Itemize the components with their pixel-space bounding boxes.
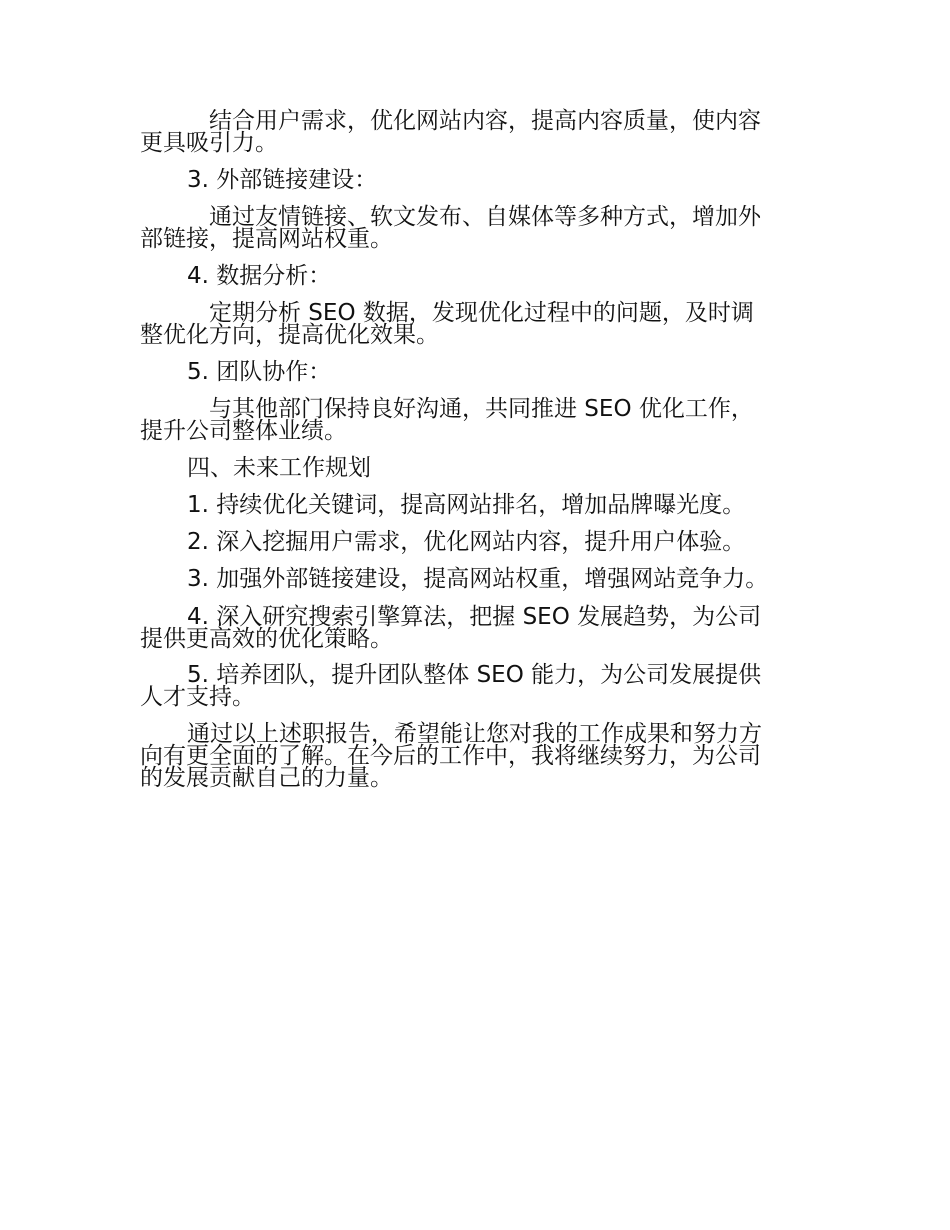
closing-line-3: 的发展贡献自己的力量。 (140, 765, 393, 791)
closing-line-2: 向有更全面的了解。在今后的工作中，我将继续努力，为公司 (140, 743, 761, 769)
plan-item-2: 2. 深入挖掘用户需求，优化网站内容，提升用户体验。 (187, 529, 746, 555)
item-5-heading: 5. 团队协作： (187, 359, 332, 385)
plan-item-1: 1. 持续优化关键词，提高网站排名，增加品牌曝光度。 (187, 492, 746, 518)
plan-item-3: 3. 加强外部链接建设，提高网站权重，增强网站竞争力。 (187, 566, 769, 592)
plan-item-4-line-1: 4. 深入研究搜索引擎算法，把握 SEO 发展趋势，为公司 (187, 604, 762, 630)
item-4-heading: 4. 数据分析： (187, 263, 332, 289)
paragraph-external-links-line-1: 通过友情链接、软文发布、自媒体等多种方式，增加外 (209, 204, 761, 230)
paragraph-content-quality-line-1: 结合用户需求，优化网站内容，提高内容质量，使内容 (209, 108, 761, 134)
paragraph-data-analysis-line-2: 整优化方向，提高优化效果。 (140, 322, 439, 348)
paragraph-team-line-2: 提升公司整体业绩。 (140, 418, 347, 444)
paragraph-data-analysis-line-1: 定期分析 SEO 数据，发现优化过程中的问题，及时调 (209, 300, 754, 326)
paragraph-team-line-1: 与其他部门保持良好沟通，共同推进 SEO 优化工作， (209, 396, 754, 422)
plan-item-5-line-2: 人才支持。 (140, 684, 255, 710)
section-4-heading: 四、未来工作规划 (187, 455, 371, 481)
paragraph-content-quality-line-2: 更具吸引力。 (140, 130, 278, 156)
paragraph-external-links-line-2: 部链接，提高网站权重。 (140, 226, 393, 252)
closing-line-1: 通过以上述职报告，希望能让您对我的工作成果和努力方 (187, 721, 762, 747)
item-3-heading: 3. 外部链接建设： (187, 167, 378, 193)
plan-item-4-line-2: 提供更高效的优化策略。 (140, 626, 393, 652)
plan-item-5-line-1: 5. 培养团队，提升团队整体 SEO 能力，为公司发展提供 (187, 662, 762, 688)
